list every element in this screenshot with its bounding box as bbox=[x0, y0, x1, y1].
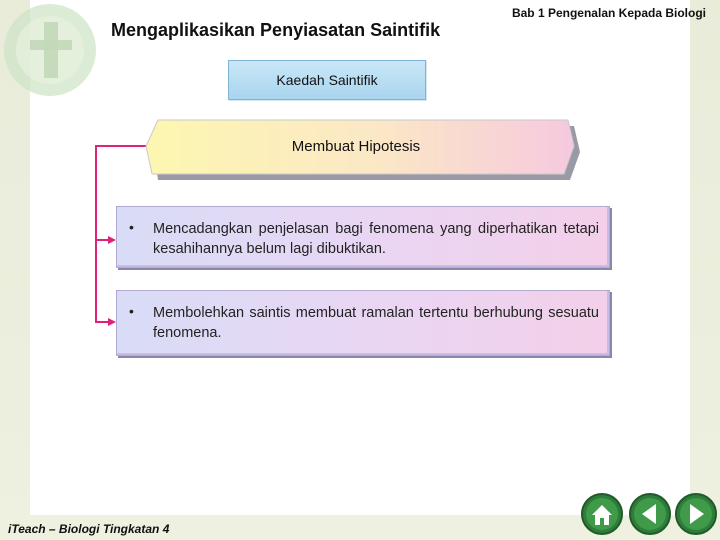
method-box bbox=[228, 60, 426, 100]
back-arrow-icon[interactable] bbox=[628, 492, 672, 536]
footer-text: iTeach – Biologi Tingkatan 4 bbox=[8, 522, 170, 536]
logo-icon bbox=[0, 0, 100, 100]
chapter-title: Bab 1 Pengenalan Kepada Biologi bbox=[511, 6, 706, 20]
point-card-2 bbox=[116, 290, 610, 356]
bullet-icon: • bbox=[129, 219, 134, 235]
hypothesis-label: Membuat Hipotesis bbox=[291, 137, 421, 155]
point-card-1 bbox=[116, 206, 610, 268]
hypothesis-step bbox=[140, 118, 580, 180]
point-text-2: Membolehkan saintis membuat ramalan tertentu berhubung sesuatu fenomena. bbox=[153, 305, 599, 341]
next-arrow-icon[interactable] bbox=[674, 492, 718, 536]
point-text-1: Mencadangkan penjelasan bagi fenomena yang diperhatikan tetapi kesahihannya belum lagi dibuktikan. bbox=[153, 221, 599, 257]
method-label: Kaedah Saintifik bbox=[276, 72, 378, 88]
bullet-icon: • bbox=[129, 303, 134, 319]
page-title: Mengaplikasikan Penyiasatan Saintifik bbox=[111, 20, 441, 40]
home-icon[interactable] bbox=[580, 492, 624, 536]
